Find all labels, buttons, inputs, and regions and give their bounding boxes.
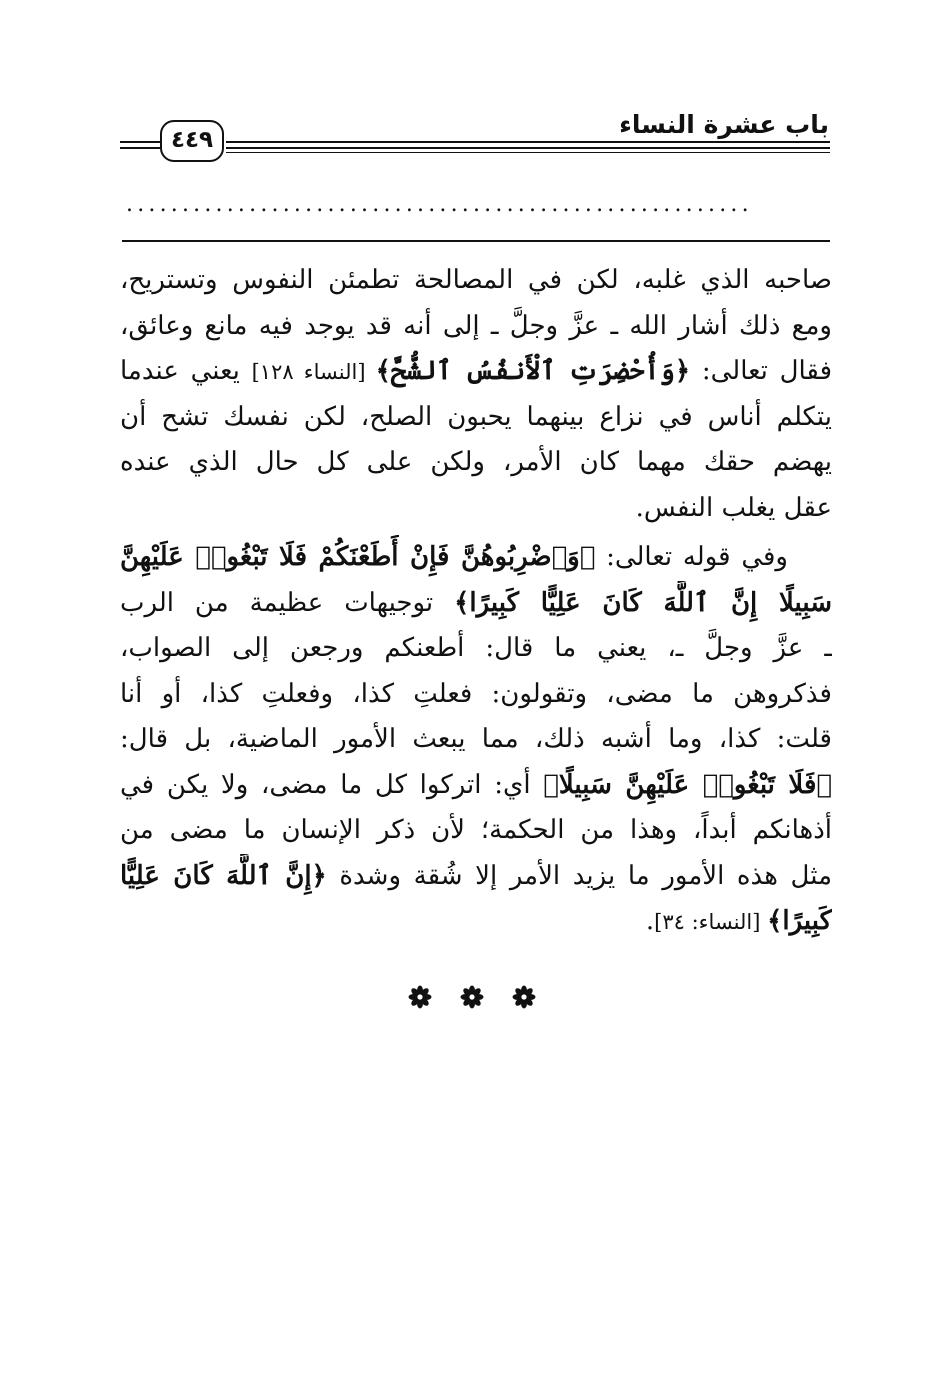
section-separator bbox=[122, 240, 830, 242]
text-line bbox=[120, 395, 832, 441]
text-segment: أي: اتركوا كل ما مضى، ولا يكن في bbox=[120, 769, 544, 800]
text-segment: فذكروهن ما مضى، وتقولون: فعلتِ كذا، وفعلتِ كذا، أو أنا bbox=[120, 678, 832, 709]
text-segment: توجيهات عظيمة من الرب bbox=[120, 587, 455, 618]
text-line bbox=[120, 672, 832, 718]
quran-verse: ﴿وَأُحْضِرَتِ ٱلْأَنفُسُ ٱلشُّحَّ﴾ bbox=[375, 356, 691, 386]
text-line bbox=[120, 763, 832, 809]
header-rule-right-bottom bbox=[226, 152, 830, 153]
flower-ornament-icon bbox=[460, 985, 484, 1009]
quran-verse: ﴿فَلَا تَبْغُوا۟ عَلَيْهِنَّ سَبِيلًا﴾ bbox=[543, 769, 832, 800]
verse-reference: [النساء: ٣٤] bbox=[654, 910, 768, 934]
text-line bbox=[120, 626, 832, 672]
quran-verse: ﴿إِنَّ ٱللَّهَ كَانَ عَلِيًّا bbox=[120, 860, 327, 891]
flower-ornament-icon bbox=[512, 985, 536, 1009]
text-line bbox=[120, 349, 832, 395]
text-line bbox=[120, 581, 832, 627]
text-segment: عقل يغلب النفس. bbox=[635, 492, 832, 523]
text-segment: . bbox=[645, 906, 655, 936]
flower-ornament-icon bbox=[408, 985, 432, 1009]
verse-reference: [النساء ١٢٨] bbox=[251, 360, 376, 384]
text-line bbox=[120, 304, 832, 350]
text-segment: مثل هذه الأمور ما يزيد الأمر إلا شُقة وشدة bbox=[326, 860, 832, 891]
header-rule-left-top bbox=[120, 141, 160, 143]
text-segment: ـ عزَّ وجلَّ ـ، يعني ما قال: أطعنكم ورجعن إلى الصواب، bbox=[120, 633, 832, 663]
text-line bbox=[120, 258, 832, 304]
text-segment: وفي قوله تعالى: bbox=[595, 542, 788, 572]
text-segment: يعني عندما bbox=[120, 356, 252, 386]
text-line bbox=[120, 486, 832, 532]
text-segment: قلت: كذا، وما أشبه ذلك، مما يبعث الأمور الماضية، بل قال: bbox=[120, 724, 832, 754]
body-text bbox=[120, 258, 832, 945]
running-header-title: باب عشرة النساء bbox=[619, 110, 829, 139]
header-rule-right-top bbox=[226, 141, 830, 143]
text-segment: أذهانكم أبداً، وهذا من الحكمة؛ لأن ذكر الإنسان ما مضى من bbox=[120, 815, 832, 845]
text-segment: ومع ذلك أشار الله ـ عزَّ وجلَّ ـ إلى أنه قد يوجد فيه مانع وعائق، bbox=[120, 310, 832, 341]
text-line bbox=[120, 854, 832, 900]
text-line bbox=[120, 899, 832, 945]
text-line bbox=[120, 717, 832, 763]
quran-verse: كَبِيرًا﴾ bbox=[767, 906, 832, 936]
header-rule-right-middle bbox=[226, 147, 830, 149]
text-segment: صاحبه الذي غلبه، لكن في المصالحة تطمئن النفوس وتستريح، bbox=[120, 265, 832, 295]
text-line bbox=[120, 808, 832, 854]
header-rule-left-bottom bbox=[120, 147, 160, 149]
page-number: ٤٤٩ bbox=[160, 120, 224, 162]
text-segment: يتكلم أناس في نزاع بينهما يحبون الصلح، لكن نفسك تشح أن bbox=[120, 401, 832, 432]
text-segment: يهضم حقك مهما كان الأمر، ولكن على كل حال الذي عنده bbox=[120, 447, 832, 477]
quran-verse: ﴿وَٱضْرِبُوهُنَّ فَإِنْ أَطَعْنَكُمْ فَلَا تَبْغُوا۟ عَلَيْهِنَّ bbox=[120, 542, 596, 572]
text-line bbox=[120, 535, 832, 581]
section-end-ornaments bbox=[0, 985, 946, 1015]
dotted-line: ........................................................ bbox=[126, 192, 753, 217]
text-line bbox=[120, 440, 832, 486]
quran-verse: سَبِيلًا إِنَّ ٱللَّهَ كَانَ عَلِيًّا كَبِيرًا﴾ bbox=[454, 587, 832, 618]
text-segment: فقال تعالى: bbox=[690, 356, 832, 386]
